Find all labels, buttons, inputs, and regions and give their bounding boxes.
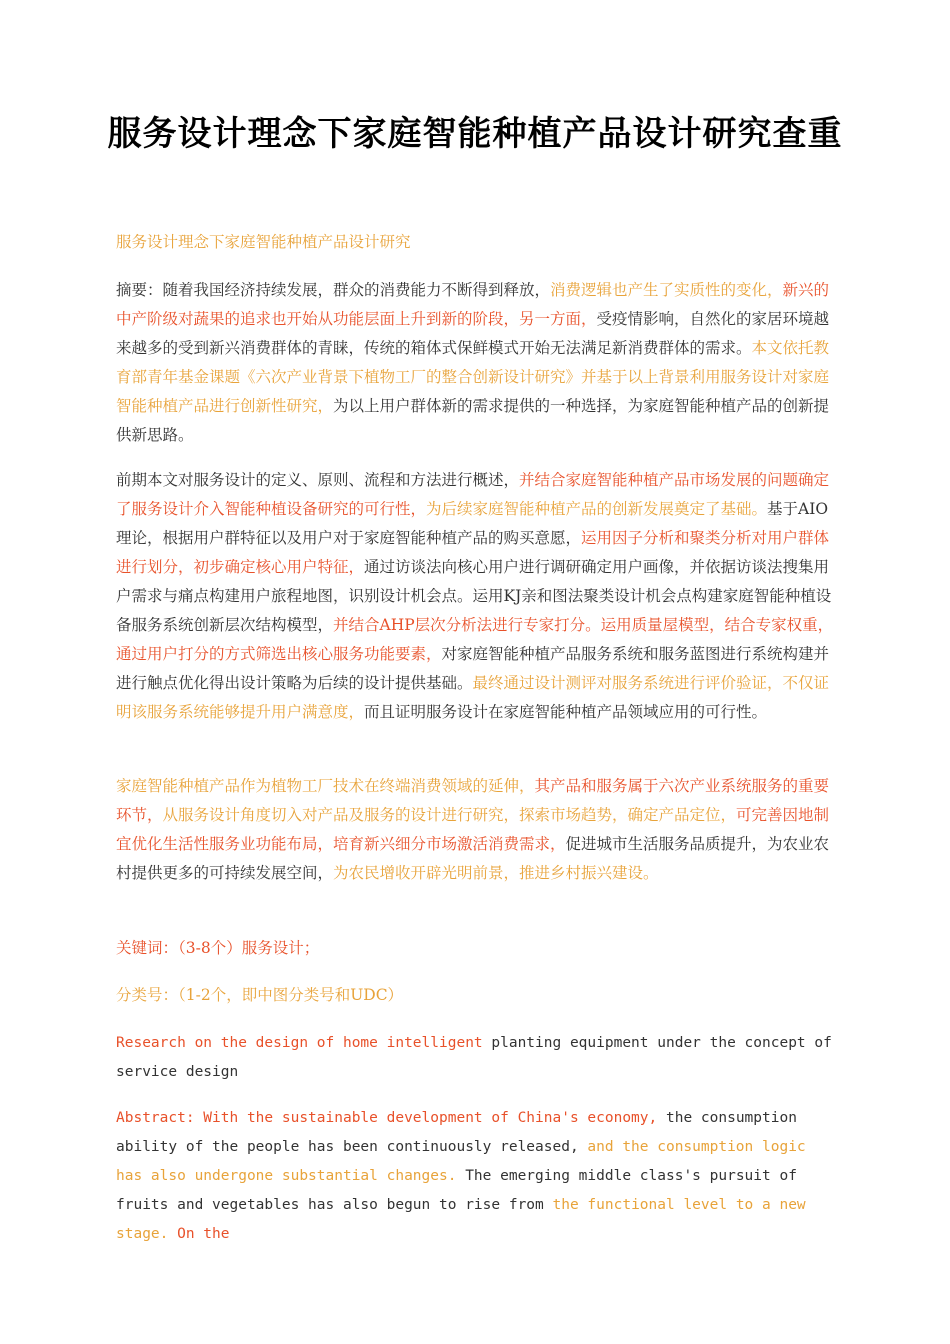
keywords-line: 关键词：（3-8个）服务设计； [116, 939, 320, 957]
p2-segment-1: 并结合家庭智能种植产品市场发展的问题确定了服务设计介入智能种植设备研究的可行性， [116, 471, 830, 518]
en_abstract-segment-5: On the [168, 1226, 230, 1242]
english-title [116, 1029, 838, 1087]
subtitle: 服务设计理念下家庭智能种植产品设计研究 [116, 233, 411, 251]
p1-segment-3: 受疫情影响，自然化的家居环境越来越多的受到新兴消费群体的青睐，传统的箱体式保鲜模式开始无法满足新消费群体的需求。 [116, 310, 830, 357]
p3-segment-2: 从服务设计角度切入对产品及服务的设计进行研究，探索市场趋势，确定产品定位， [162, 806, 737, 824]
en_abstract-segment-1: the consumption ability of the people has been continuously released, [116, 1110, 797, 1155]
english-abstract [116, 1104, 838, 1249]
p2-segment-8: 最终通过设计测评对服务系统进行评价验证，不仅证明该服务系统能够提升用户满意度， [116, 674, 830, 721]
p2-segment-6: 并结合AHP层次分析法进行专家打分。运用质量屋模型，结合专家权重，通过用户打分的方式筛选出核心服务功能要素， [116, 616, 834, 663]
en_abstract-segment-2: and the consumption logic has also undergone substantial changes. [116, 1139, 806, 1184]
p3-segment-0: 家庭智能种植产品作为植物工厂技术在终端消费领域的延伸， [116, 777, 535, 795]
page-title: 服务设计理念下家庭智能种植产品设计研究查重 [107, 114, 843, 154]
p1-segment-2: 新兴的中产阶级对蔬果的追求也开始从功能层面上升到新的阶段，另一方面， [116, 281, 830, 328]
p2-segment-0: 前期本文对服务设计的定义、原则、流程和方法进行概述， [116, 471, 520, 489]
p2-segment-5: 通过访谈法向核心用户进行调研确定用户画像，并依据访谈法搜集用户需求与痛点构建用户旅程地图，识别设计机会点。运用KJ亲和图法聚类设计机会点构建家庭智能种植设备服务系统创新层次结构模型， [116, 558, 832, 634]
p2-segment-3: 基于AIO理论，根据用户群特征以及用户对于家庭智能种植产品的购买意愿， [116, 500, 829, 547]
p3-segment-4: 促进城市生活服务品质提升，为农业农村提供更多的可持续发展空间， [116, 835, 830, 882]
p2-segment-2: 为后续家庭智能种植产品的创新发展奠定了基础。 [426, 500, 768, 518]
p1-segment-4: 本文依托教育部青年基金课题《六次产业背景下植物工厂的整合创新设计研究》并基于以上背景利用服务设计对家庭智能种植产品进行创新性研究， [116, 339, 830, 415]
p3-segment-3: 可完善因地制宜优化生活性服务业功能布局，培育新兴细分市场激活消费需求， [116, 806, 830, 853]
p2-segment-4: 运用因子分析和聚类分析对用户群体进行划分，初步确定核心用户特征， [116, 529, 830, 576]
p2-segment-9: 而且证明服务设计在家庭智能种植产品领域应用的可行性。 [364, 703, 768, 721]
p1-segment-1: 消费逻辑也产生了实质性的变化， [550, 281, 783, 299]
en_title-segment-1: planting equipment under the concept of service design [116, 1035, 832, 1080]
en_abstract-segment-4: the functional level to a new stage. [116, 1197, 806, 1242]
en_title-segment-0: Research on the design of home intelligent [116, 1035, 483, 1051]
abstract-paragraph [116, 276, 838, 450]
significance-paragraph [116, 772, 838, 888]
p2-segment-7: 对家庭智能种植产品服务系统和服务蓝图进行系统构建并进行触点优化得出设计策略为后续的设计提供基础。 [116, 645, 830, 692]
en_abstract-segment-3: The emerging middle class's pursuit of fruits and vegetables has also begun to rise from [116, 1168, 797, 1213]
classification-line: 分类号：（1-2个，即中图分类号和UDC） [116, 986, 404, 1004]
p1-segment-0: 摘要：随着我国经济持续发展，群众的消费能力不断得到释放， [116, 281, 551, 299]
p1-segment-5: 为以上用户群体新的需求提供的一种选择，为家庭智能种植产品的创新提供新思路。 [116, 397, 830, 444]
p3-segment-5: 为农民增收开辟光明前景，推进乡村振兴建设。 [333, 864, 659, 882]
method-paragraph [116, 466, 838, 727]
p3-segment-1: 其产品和服务属于六次产业系统服务的重要环节， [116, 777, 830, 824]
en_abstract-segment-0: Abstract: With the sustainable development of China's economy, [116, 1110, 658, 1126]
